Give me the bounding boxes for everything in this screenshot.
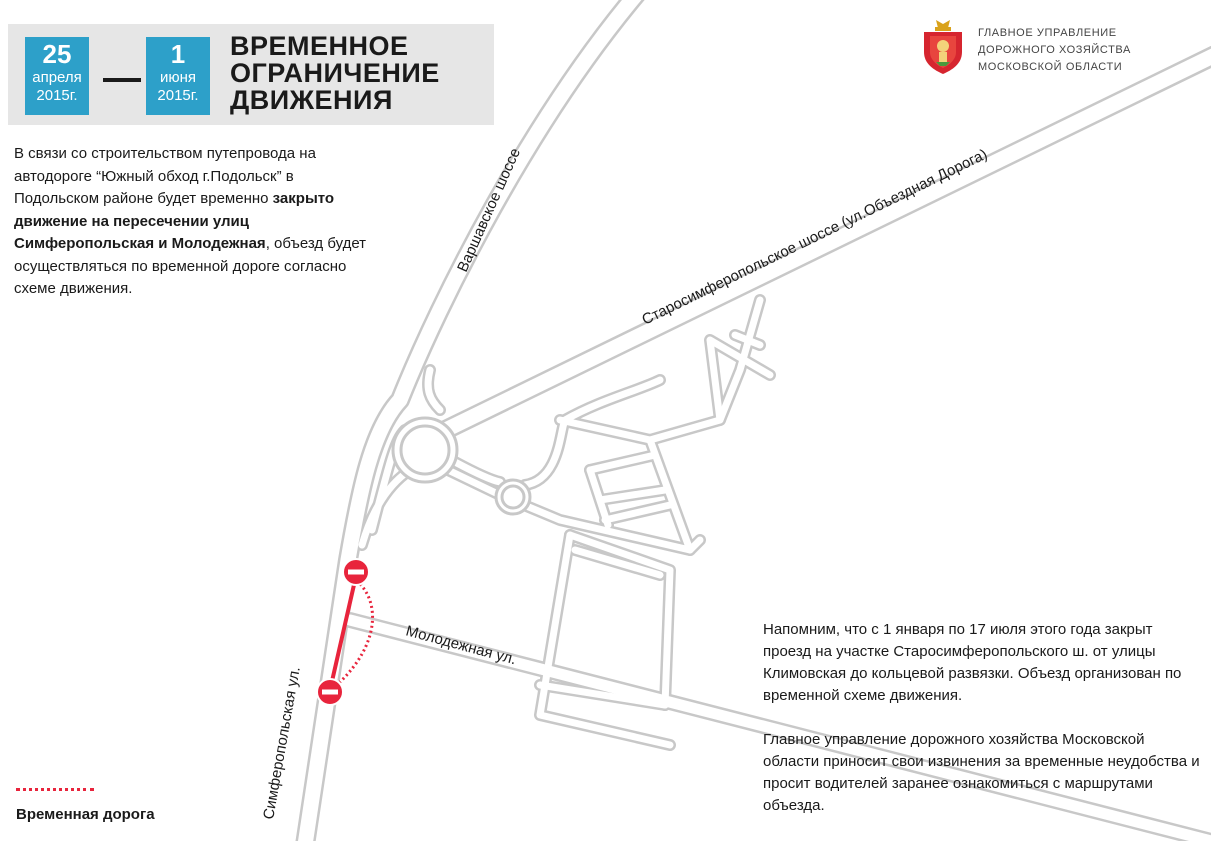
notice-text-bold: закрыто движение на пересечении улиц Симферопольская и Молодежная — [14, 190, 335, 252]
title-line: ОГРАНИЧЕНИЕ — [230, 58, 440, 88]
label-molodezhnaya: Молодежная ул. — [403, 622, 519, 669]
no-entry-sign-south — [317, 679, 343, 705]
closure-notice — [14, 143, 374, 301]
agency-name — [978, 25, 1198, 76]
date-from-year: 2015г. — [36, 87, 78, 104]
label-starosimferopolskoe: Старосимферопольское шоссе (ул.Объездная Дорога) — [639, 145, 991, 329]
date-from-month: апреля — [32, 69, 82, 86]
header-banner — [8, 24, 494, 125]
label-simferopolskaya: Симферопольская ул. — [260, 665, 304, 821]
small-roundabout — [496, 480, 530, 514]
reminder-paragraph: Главное управление дорожного хозяйства Московской области приносит свои извинения за временные неудобства и просит водителей заранее ознакомиться с маршрутами объезда. — [763, 731, 1200, 814]
legend-temporary-road-label: Временная дорога — [16, 806, 155, 823]
notice-text-after: , объезд будет осуществляться по временной дороге согласно схеме движения. — [14, 235, 367, 297]
label-varshavskoe: Варшавское шоссе — [454, 145, 525, 275]
date-from — [25, 37, 89, 115]
page-title — [230, 33, 490, 114]
no-entry-sign-north — [343, 559, 369, 585]
date-to — [146, 37, 210, 115]
agency-line: МОСКОВСКОЙ ОБЛАСТИ — [978, 61, 1123, 73]
date-from-day: 25 — [42, 39, 72, 69]
agency-line: ГЛАВНОЕ УПРАВЛЕНИЕ — [978, 27, 1117, 39]
title-line: ВРЕМЕННОЕ — [230, 31, 409, 61]
notice-text-before: В связи со строительством путепровода на автодороге “Южный обход г.Подольск” в Подольском районе будет временно — [14, 145, 316, 207]
agency-line: ДОРОЖНОГО ХОЗЯЙСТВА — [978, 44, 1131, 56]
date-to-month: июня — [159, 69, 197, 86]
reminder-notice — [763, 619, 1203, 839]
date-range-dash — [103, 78, 141, 82]
title-line: ДВИЖЕНИЯ — [230, 85, 393, 115]
main-roundabout — [393, 418, 457, 482]
legend-temporary-road-swatch — [16, 788, 94, 791]
moscow-oblast-coat-of-arms-icon — [918, 18, 968, 76]
reminder-paragraph: Напомним, что с 1 января по 17 июля этого года закрыт проезд на участке Старосимферопольского ш. от улицы Климовская до кольцевой развязки. Объезд организован по временной схеме движения. — [763, 621, 1182, 704]
date-to-day: 1 — [170, 39, 186, 69]
agency-block — [918, 18, 1198, 78]
date-to-year: 2015г. — [157, 87, 199, 104]
